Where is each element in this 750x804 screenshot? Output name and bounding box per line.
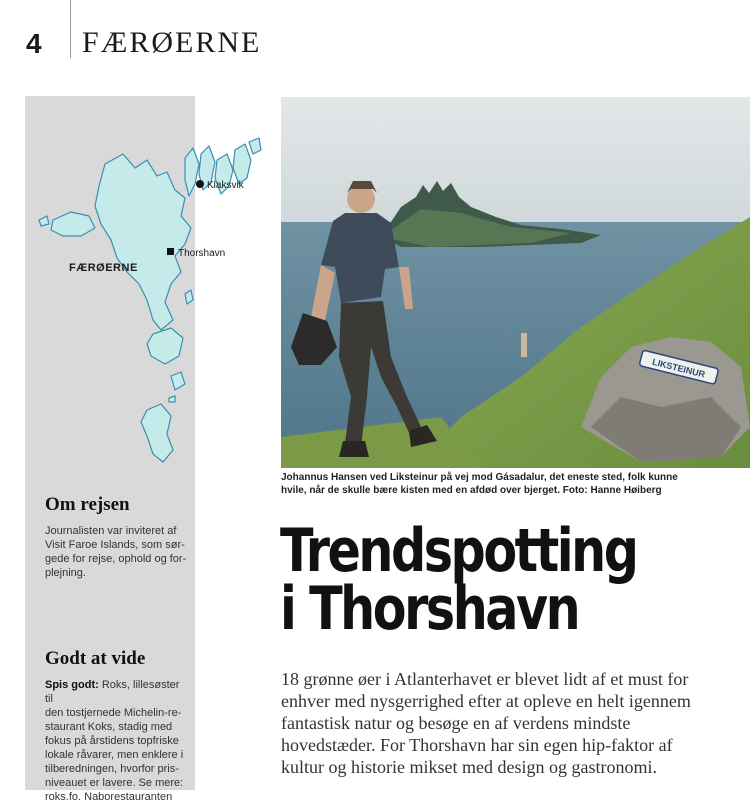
article-headline (280, 516, 657, 644)
headline-line: i Thorshavn (280, 574, 579, 644)
good-to-know-line: staurant Koks, stadig med (45, 721, 173, 733)
article-photo (281, 97, 750, 468)
section-title: FÆRØERNE (82, 26, 262, 59)
good-to-know-text (45, 678, 190, 804)
good-to-know-line: fokus på årstidens topfriske (45, 735, 179, 747)
lead-line: 18 grønne øer i Atlanterhavet er blevet lidt af et must for (281, 669, 689, 689)
about-trip-line: plejning. (45, 567, 86, 579)
town-label-thorshavn: Thorshavn (178, 248, 226, 259)
photo-caption-line: hvile, når de skulle bære kisten med en afdød over bjerget. Foto: Hanne Høiberg (281, 485, 662, 496)
good-to-know-line: den tostjernede Michelin-re- (45, 707, 182, 719)
lead-line: hovedstæder. For Thorshavn har sin egen hip-faktor af (281, 735, 673, 755)
map-island-sandoy (147, 328, 183, 364)
about-trip-text (45, 524, 190, 580)
photo-caption-line: Johannus Hansen ved Liksteinur på vej mod Gásadalur, det eneste sted, folk kunne (281, 472, 678, 483)
map-island-nolsoy (185, 290, 193, 304)
photo-caption (281, 471, 691, 497)
map-island-skuvoy (171, 372, 185, 390)
photo-post (521, 333, 527, 357)
town-marker-klaksvik (196, 180, 204, 188)
page-number: 4 (26, 28, 42, 59)
photo-sign-text: LIKSTEINUR (651, 356, 707, 380)
page-header (0, 0, 750, 80)
about-trip-heading: Om rejsen (45, 494, 130, 515)
about-trip-line: Journalisten var inviteret af (45, 525, 177, 537)
good-to-know-line: tilberedningen, hvorfor pris- (45, 763, 179, 775)
lead-line: fantastisk natur og besøge en af verdens mindste (281, 713, 631, 733)
faroe-islands-map (35, 124, 260, 464)
good-to-know-line-text: Roks, lillesøster til (45, 679, 180, 705)
map-island-mykines (39, 216, 49, 226)
map-island-vidoy (233, 144, 251, 184)
map-island-vagar (51, 212, 95, 236)
photo-illustration (281, 97, 750, 468)
map-island-streymoy (95, 154, 191, 330)
good-to-know-lead: Spis godt: (45, 679, 99, 691)
lead-line: kultur og historie mikset med design og gastronomi. (281, 757, 657, 777)
map-island-dimun (169, 396, 175, 402)
good-to-know-line (45, 678, 190, 706)
about-trip-line: gede for rejse, ophold og for- (45, 553, 187, 565)
good-to-know-line: niveauet er lavere. Se mere: (45, 777, 184, 789)
article-lead (281, 668, 741, 778)
good-to-know-line: roks.fo. Naborestauranten (45, 791, 173, 803)
header-divider (70, 0, 71, 58)
sidebar-factbox (25, 96, 244, 803)
lead-line: enhver med nysgerrighed efter at opleve en helt igennem (281, 691, 691, 711)
about-trip-line: Visit Faroe Islands, som sør- (45, 539, 185, 551)
headline-line: Trendspotting (280, 516, 637, 586)
map-island-fugloy (249, 138, 261, 154)
good-to-know-heading: Godt at vide (45, 648, 146, 669)
town-marker-thorshavn (167, 248, 174, 255)
town-label-klaksvik: Klaksvik (207, 180, 244, 191)
map-country-label: FÆRØERNE (69, 262, 138, 274)
map-island-suduroy (141, 404, 173, 462)
good-to-know-line: lokale råvarer, men enklere i (45, 749, 184, 761)
map-island-kalsoy (185, 148, 199, 196)
